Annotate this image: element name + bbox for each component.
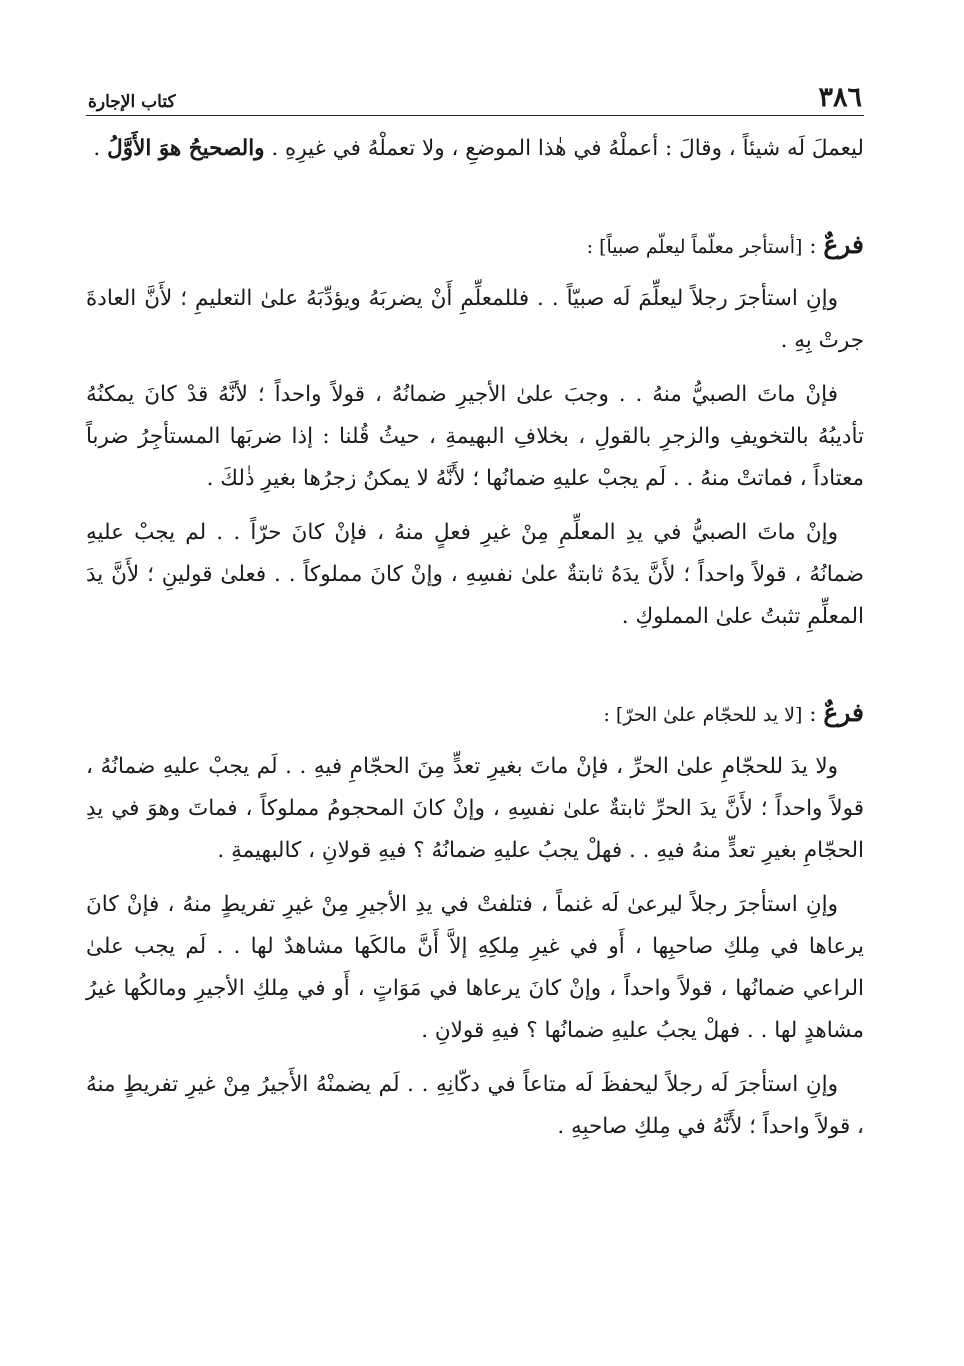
page-body: [86, 128, 864, 1148]
opening-text: ليعملَ لَه شيئاً ، وقالَ : أعملْهُ في هٰذا الموضعِ ، ولا تعملْهُ في غيرِهِ .: [264, 136, 864, 161]
book-page: [86, 76, 864, 1160]
section-label-1: فرعٌ: [823, 230, 864, 259]
page-header: [86, 76, 864, 116]
section-separator-2: :: [802, 702, 824, 727]
section1-paragraph-1: وإنِ استأجرَ رجلاً ليعلِّمَ لَه صبيّاً . . فللمعلِّمِ أَنْ يضربَهُ ويؤدِّبَهُ علىٰ التعليمِ ؛ لأَنَّ العادةَ جرتْ بِهِ .: [86, 286, 864, 353]
running-title: كتاب الإجارة: [88, 92, 176, 112]
section2-paragraph-3: وإنِ استأجرَ لَه رجلاً ليحفظَ لَه متاعاً في دكّانِهِ . . لَم يضمنْهُ الأَجيرُ مِنْ غيرِ تفريطٍ منهُ ، قولاً واحداً ؛ لأَنَّهُ في مِلكِ صاحبِهِ .: [86, 1072, 864, 1139]
section-label-2: فرعٌ: [823, 698, 864, 727]
page-number: ٣٨٦: [818, 82, 862, 113]
opening-paragraph: [86, 128, 864, 170]
section-heading-2: [86, 692, 864, 736]
section-heading-1: [86, 224, 864, 268]
section2-paragraph-2: وإنِ استأجرَ رجلاً ليرعىٰ لَه غنماً ، فتلفتْ في يدِ الأجيرِ مِنْ غيرِ تفريطٍ منهُ ، فإنْ كانَ يرعاها في مِلكِ صاحبِها ، أَو في غيرِ مِلكِهِ إلاَّ أَنَّ مالكَها مشاهدٌ لها . . لَم يجب علىٰ الراعي ضمانُها ، قولاً واحداً ، وإنْ كانَ يرعاها في مَوَاتٍ ، أَو في مِلكِ الأجيرِ ومالكُها غيرُ مشاهدٍ لها . . فهلْ يجبُ عليهِ ضمانُها ؟ فيهِ قولانِ .: [86, 892, 864, 1043]
section1-paragraph-2: فإنْ ماتَ الصبيُّ منهُ . . وجبَ علىٰ الأجيرِ ضمانُهُ ، قولاً واحداً ؛ لأنَّهُ قدْ كانَ يمكنُهُ تأديبُهُ بالتخويفِ والزجرِ بالقولِ ، بخلافِ البهيمةِ ، حيثُ قُلنا : إذا ضربَها المستأجِرُ ضرباً معتاداً ، فماتتْ منهُ . . لَم يجبْ عليهِ ضمانُها ؛ لأَنَّهُ لا يمكنُ زجرُها بغيرِ ذٰلكَ .: [86, 382, 864, 491]
opening-end: .: [93, 136, 108, 161]
section1-paragraph-3: وإنْ ماتَ الصبيُّ في يدِ المعلِّمِ مِنْ غيرِ فعلٍ منهُ ، فإنْ كانَ حرّاً . . لم يجبْ عليهِ ضمانُهُ ، قولاً واحداً ؛ لأَنَّ يدَهُ ثابتةٌ علىٰ نفسِهِ ، وإنْ كانَ مملوكاً . . فعلىٰ قولينِ ؛ لأَنَّ يدَ المعلِّمِ تثبتُ علىٰ المملوكِ .: [86, 520, 864, 629]
section-topic-1: [أستأجر معلّماً ليعلّم صبياً] :: [586, 236, 803, 258]
section-topic-2: [لا يد للحجّام علىٰ الحرّ] :: [603, 704, 803, 726]
opening-bold-text: والصحيحُ هوَ الأَوَّلُ: [107, 136, 265, 161]
section-separator-1: :: [802, 234, 824, 259]
section2-paragraph-1: ولا يدَ للحجّامِ علىٰ الحرِّ ، فإنْ ماتَ بغيرِ تعدٍّ مِنَ الحجّامِ فيهِ . . لَم يجبْ عليهِ ضمانُهُ ، قولاً واحداً ؛ لأَنَّ يدَ الحرِّ ثابتةٌ علىٰ نفسِهِ ، وإنْ كانَ المحجومُ مملوكاً ، فماتَ وهوَ في يدِ الحجّامِ بغيرِ تعدٍّ منهُ فيهِ . . فهلْ يجبُ عليهِ ضمانُهُ ؟ فيهِ قولانِ ، كالبهيمةِ .: [86, 754, 864, 863]
